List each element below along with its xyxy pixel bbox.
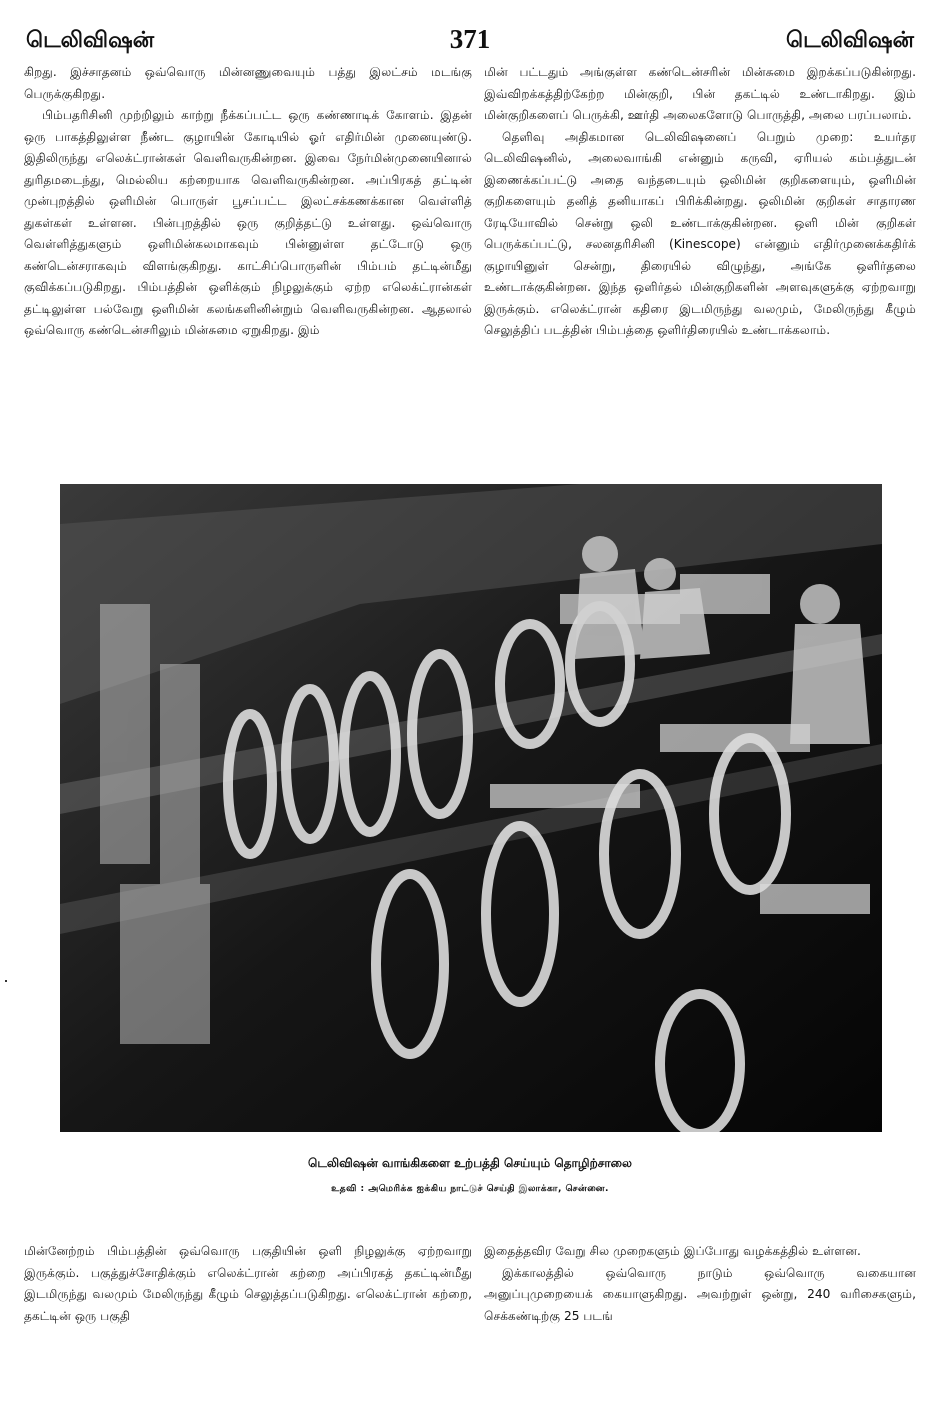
- column-top-right: [484, 62, 916, 342]
- page-header: [26, 22, 914, 62]
- paragraph: இக்காலத்தில் ஒவ்வொரு நாடும் ஒவ்வொரு வகையான அனுப்புமுறையைக் கையாளுகிறது. அவற்றுள் ஒன்று, 240 வரிசைகளும், செக்கண்டிற்கு 25 படங்: [484, 1265, 916, 1323]
- running-title-left: டெலிவிஷன்: [26, 28, 155, 53]
- paragraph: இதைத்தவிர வேறு சில முறைகளும் இப்போது வழக்கத்தில் உள்ளன.: [484, 1244, 861, 1258]
- column-bottom-right: [484, 1241, 916, 1327]
- page-number: 371: [449, 24, 491, 54]
- column-bottom-left: [24, 1241, 472, 1327]
- paragraph: மின் பட்டதும் அங்குள்ள கண்டென்சரின் மின்சுமை இறக்கப்படுகின்றது. இவ்விறக்கத்திற்கேற்ற மின்குறி, பின் தகட்டில் உண்டாகிறது. இம் மின்குறிகளைப் பெருக்கி, ஊர்தி அலைகளோடு பொருத்தி, அலை பரப்பலாம்.: [484, 65, 916, 122]
- margin-speck: [5, 980, 7, 982]
- paragraph: மின்னேற்றம் பிம்பத்தின் ஒவ்வொரு பகுதியின் ஒளி நிழலுக்கு ஏற்றவாறு இருக்கும். பகுத்துச்சோதிக்கும் எலெக்ட்ரான் கற்றை அப்பிரகத் தகட்டின்மீது இடமிருந்து வலமும் மேலிருந்து கீழும் செலுத்தப்படுகிறது. எலெக்ட்ரான் கற்றை, தகட்டின் ஒரு பகுதி: [24, 1244, 472, 1323]
- factory-photo-illustration: [60, 484, 882, 1132]
- factory-photograph: [60, 484, 882, 1132]
- figure-credit: உதவி : அமெரிக்க ஐக்கிய நாட்டுச் செய்தி இலாக்கா, சென்னை.: [331, 1184, 609, 1194]
- running-title-right: டெலிவிஷன்: [785, 28, 914, 53]
- paragraph: தெளிவு அதிகமான டெலிவிஷனைப் பெறும் முறை: உயர்தர டெலிவிஷனில், அலைவாங்கி என்னும் கருவி, ஏரியல் கம்பத்துடன் இணைக்கப்பட்டு அதை வந்தடையும் ஒலிமின் குறிகளையும், ஒளிமின் குறிகளையும் தனித் தனியாகப் பிரிக்கின்றது. ஒலிமின் குறிகள் சாதாரண ரேடியோவில் சென்று ஒலி உண்டாக்குகின்றன. ஒளி மின் குறிகள் பெருக்கப்பட்டு, சலனதரிசினி (Kinescope) என்னும் எதிர்முனைக்கதிர்க் குழாயினுள் சென்று, திரையில் விழுந்து, அங்கே ஒளிர்தலை உண்டாக்குகின்றன. இந்த ஒளிர்தல் மின்குறிகளின் அளவுகளுக்கு ஏற்றவாறு இருக்கும். எலெக்ட்ரான் கதிரை இடமிருந்து வலமும், மேலிருந்து கீழும் செலுத்திப் படத்தின் பிம்பத்தை ஒளிர்திரையில் உண்டாக்கலாம்.: [484, 129, 916, 337]
- figure-caption: டெலிவிஷன் வாங்கிகளை உற்பத்தி செய்யும் தொழிற்சாலை: [308, 1156, 632, 1170]
- paragraph: கிறது. இச்சாதனம் ஒவ்வொரு மின்னணுவையும் பத்து இலட்சம் மடங்கு பெருக்குகிறது.: [24, 65, 472, 101]
- paragraph: பிம்பதரிசினி முற்றிலும் காற்று நீக்கப்பட்ட ஒரு கண்ணாடிக் கோளம். இதன் ஒரு பாகத்திலுள்ள நீண்ட குழாயின் கோடியில் ஓர் எதிர்மின் முனையுண்டு. இதிலிருந்து எலெக்ட்ரான்கள் வெளிவருகின்றன. இவை நேர்மின்முனையினால் துரிதமடைந்து, மெல்லிய கற்றையாக வெளிவருகின்றன. அப்பிரகத் தட்டின் முன்புறத்தில் ஒளிமின் பொருள் பூசப்பட்ட இலட்சக்கணக்கான வெள்ளித் துகள்கள் உள்ளன. பின்புறத்தில் ஒரு குறித்தட்டு உள்ளது. ஒவ்வொரு வெள்ளித்துகளும் ஒளிமின்கலமாகவும் பின்னுள்ள தட்டோடு ஒரு கண்டென்சராகவும் விளங்குகிறது. காட்சிப்பொருளின் பிம்பம் தட்டின்மீது குவிக்கப்படுகிறது. பிம்பத்தின் ஒளிக்கும் நிழலுக்கும் ஏற்ற எலெக்ட்ரான்கள் தட்டிலுள்ள பல்வேறு ஒளிமின் கலங்களினின்றும் வெளிவருகின்றன. ஆதலால் ஒவ்வொரு கண்டென்சரிலும் மின்சுமை ஏறுகிறது. இம்: [24, 108, 472, 337]
- column-top-left: [24, 62, 472, 342]
